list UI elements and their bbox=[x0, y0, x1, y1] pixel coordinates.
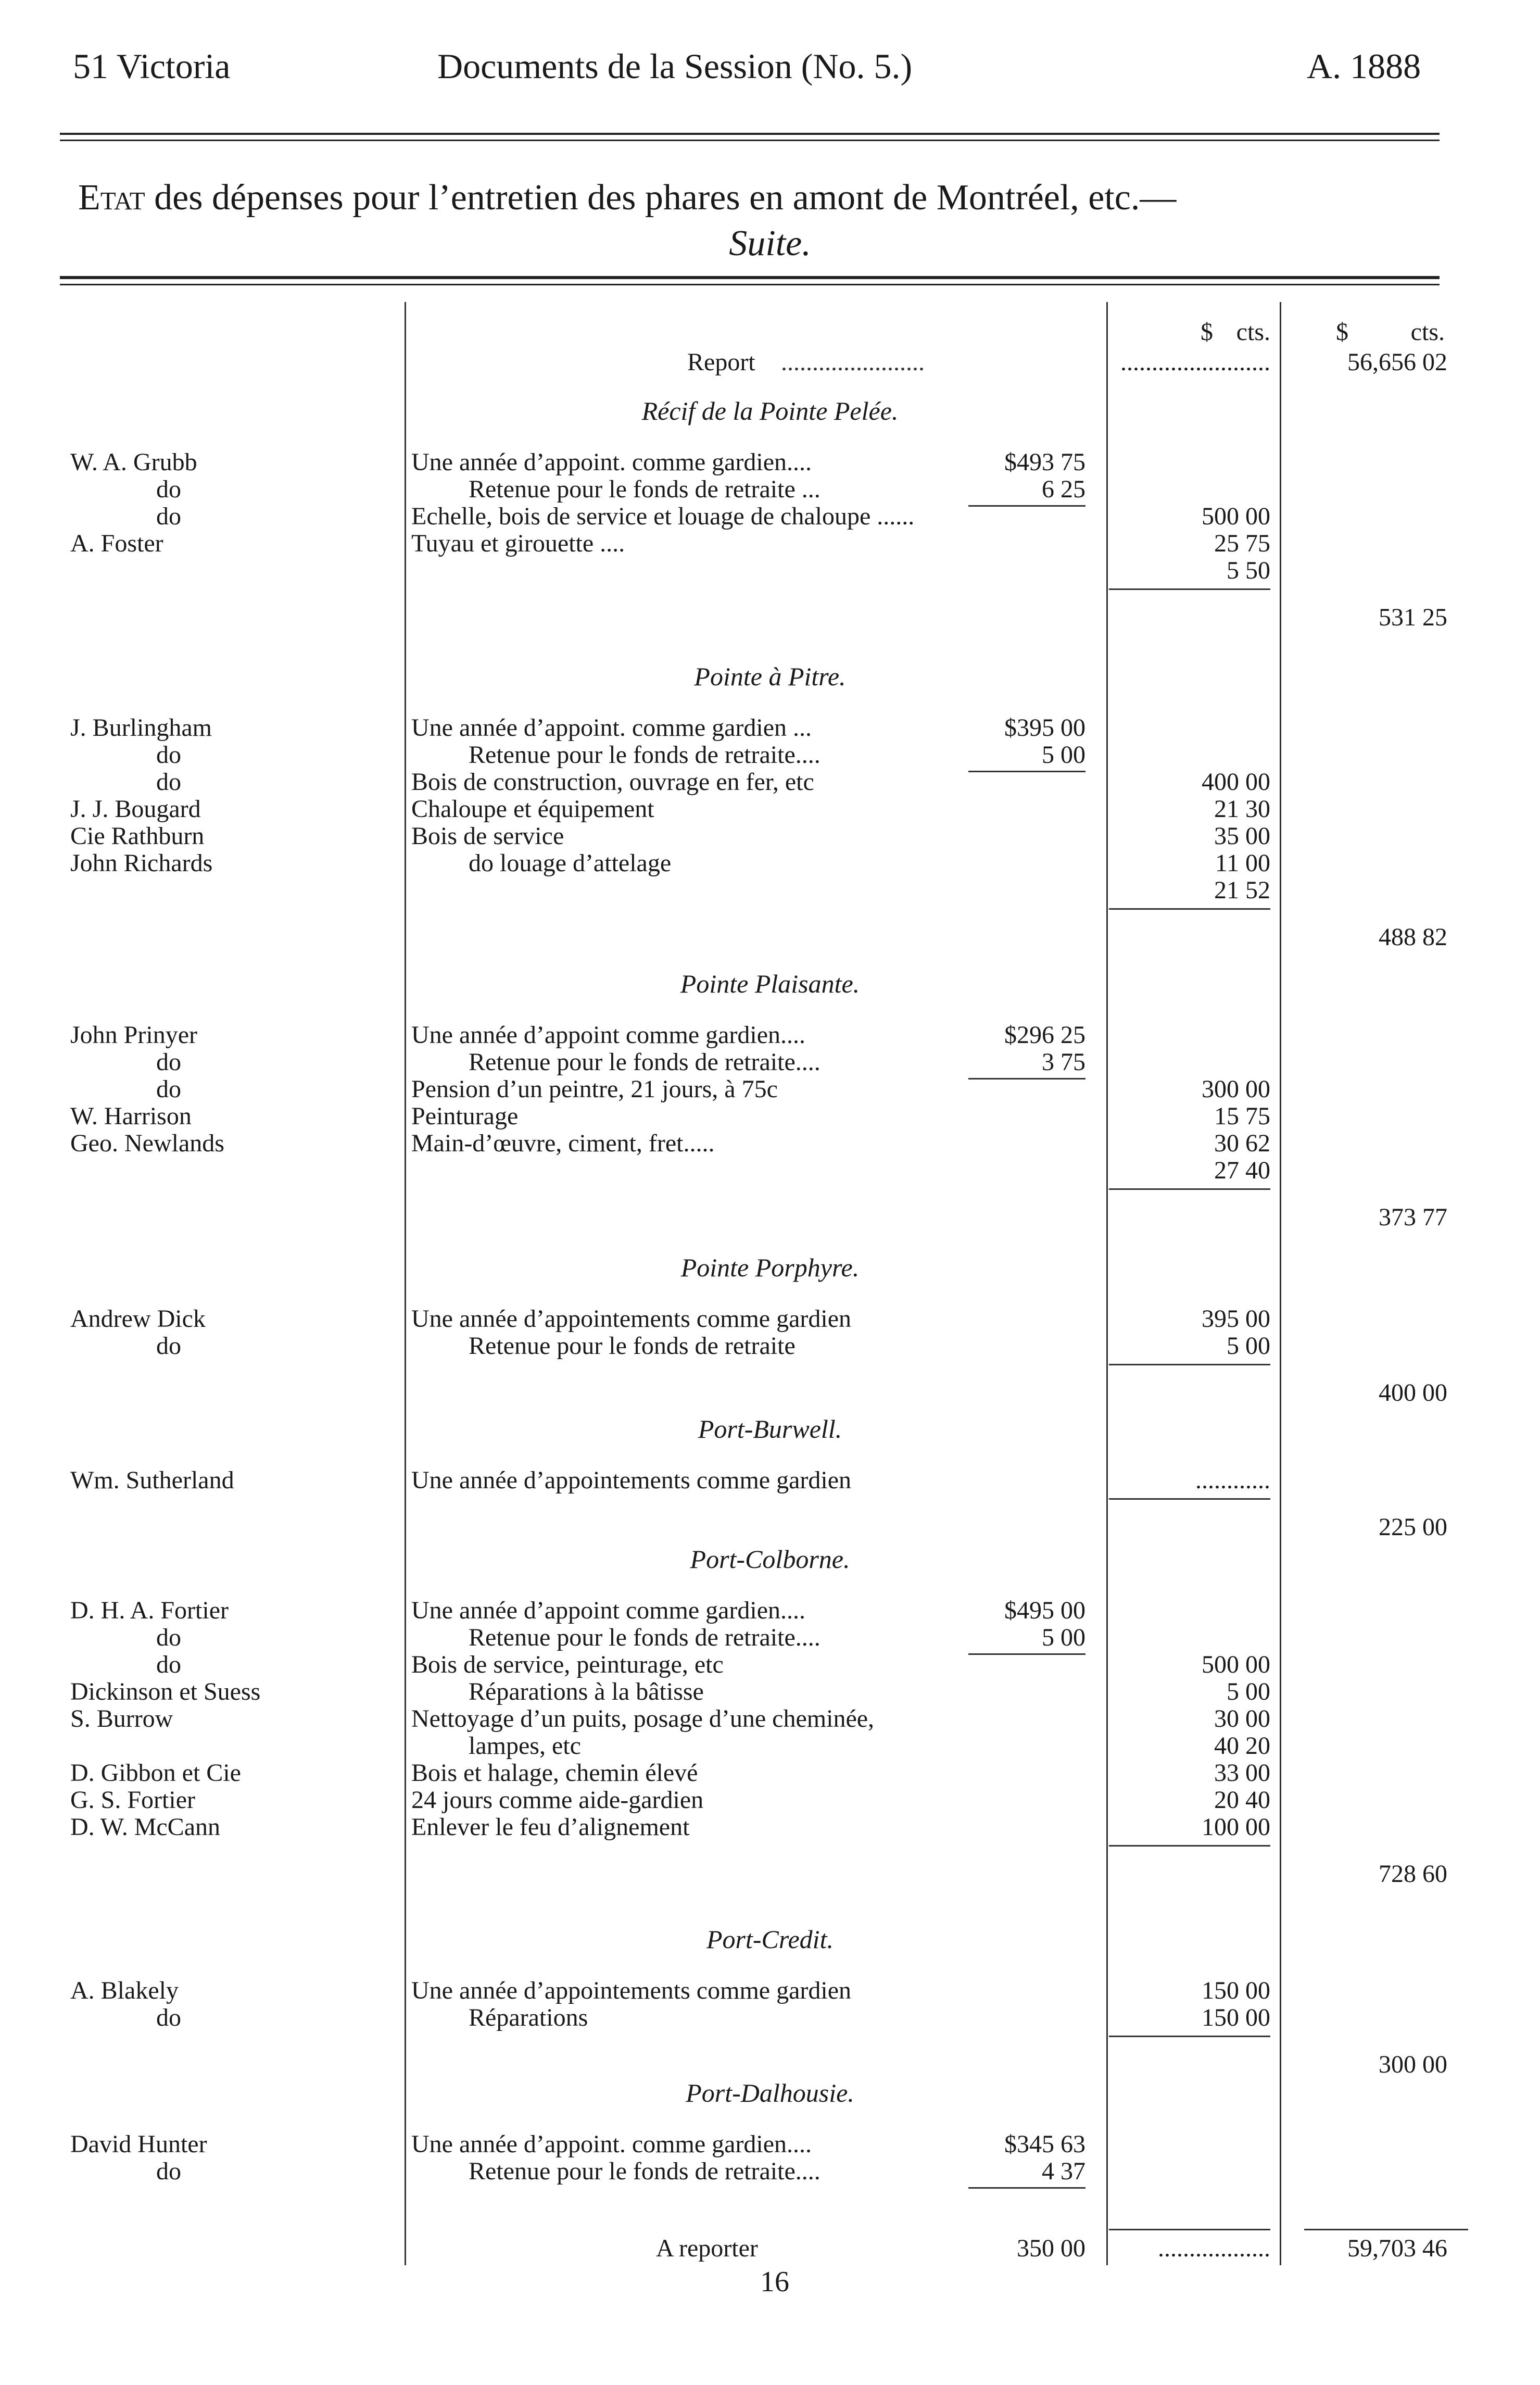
column-rule bbox=[1106, 302, 1108, 2265]
row-name: G. S. Fortier bbox=[70, 1786, 195, 1814]
row-description: Bois et halage, chemin élevé bbox=[411, 1759, 698, 1787]
row-name: Dickinson et Suess bbox=[70, 1678, 261, 1705]
row-amount: $495 00 bbox=[1004, 1597, 1085, 1624]
row-description: Retenue pour le fonds de retraite.... bbox=[469, 741, 821, 769]
row-name: do bbox=[156, 768, 181, 796]
row-col3-amount: 150 00 bbox=[1202, 2004, 1270, 2031]
section-title: Port-Dalhousie. bbox=[686, 2078, 854, 2107]
row-col3-amount: 15 75 bbox=[1214, 1102, 1270, 1130]
section-total: 728 60 bbox=[1379, 1860, 1447, 1888]
row-col3-amount: 400 00 bbox=[1202, 768, 1270, 796]
row-col3-amount: 100 00 bbox=[1202, 1813, 1270, 1841]
title-lead: Etat bbox=[78, 178, 145, 218]
row-description: Une année d’appoint. comme gardien.... bbox=[411, 448, 812, 476]
row-amount: 4 37 bbox=[1042, 2157, 1085, 2185]
row-col3-amount: 5 00 bbox=[1227, 1332, 1270, 1360]
footer-rule-total bbox=[1304, 2229, 1468, 2230]
row-col3-amount: 30 62 bbox=[1214, 1129, 1270, 1157]
row-description: Main-d’œuvre, ciment, fret..... bbox=[411, 1129, 715, 1157]
row-description: Retenue pour le fonds de retraite.... bbox=[469, 2157, 821, 2185]
title-rule-bottom bbox=[60, 284, 1440, 285]
row-description: Une année d’appointements comme gardien bbox=[411, 1977, 852, 2004]
row-description: Bois de service bbox=[411, 822, 564, 850]
row-description: Réparations à la bâtisse bbox=[469, 1678, 704, 1705]
row-description: Retenue pour le fonds de retraite.... bbox=[469, 1048, 821, 1076]
header-rule-bottom bbox=[60, 140, 1440, 141]
row-name: John Prinyer bbox=[70, 1021, 197, 1049]
row-name: do bbox=[156, 1651, 181, 1678]
row-name: A. Blakely bbox=[70, 1977, 179, 2004]
row-amount: $296 25 bbox=[1004, 1021, 1085, 1049]
row-amount: 5 00 bbox=[1042, 1624, 1085, 1651]
page-number: 16 bbox=[760, 2266, 789, 2298]
row-name: do bbox=[156, 2004, 181, 2031]
row-description: Une année d’appoint comme gardien.... bbox=[411, 1597, 806, 1624]
column-rule bbox=[1280, 302, 1281, 2265]
row-col3-amount: ............ bbox=[1195, 1466, 1270, 1494]
row-name: do bbox=[156, 503, 181, 530]
row-name: do bbox=[156, 1624, 181, 1651]
row-col3-amount: 500 00 bbox=[1202, 503, 1270, 530]
row-col3-amount: 27 40 bbox=[1214, 1157, 1270, 1184]
section-total: 531 25 bbox=[1379, 604, 1447, 631]
subtotal-rule bbox=[968, 505, 1085, 507]
row-name: do bbox=[156, 741, 181, 769]
section-title: Port-Colborne. bbox=[690, 1545, 850, 1574]
row-description: Une année d’appoint. comme gardien.... bbox=[411, 2130, 812, 2158]
section-total: 400 00 bbox=[1379, 1379, 1447, 1407]
row-description: Enlever le feu d’alignement bbox=[411, 1813, 690, 1841]
row-col3-amount: 20 40 bbox=[1214, 1786, 1270, 1814]
row-name: Andrew Dick bbox=[70, 1305, 206, 1333]
col3-cts-header: cts. bbox=[1236, 318, 1270, 346]
col4-cts-header: cts. bbox=[1410, 318, 1445, 346]
row-col3-amount: 5 50 bbox=[1227, 557, 1270, 584]
row-col3-amount: 33 00 bbox=[1214, 1759, 1270, 1787]
row-name: S. Burrow bbox=[70, 1705, 173, 1733]
row-col3-amount: 300 00 bbox=[1202, 1075, 1270, 1103]
row-amount: 3 75 bbox=[1042, 1048, 1085, 1076]
row-amount: $395 00 bbox=[1004, 714, 1085, 742]
section-total: 373 77 bbox=[1379, 1203, 1447, 1231]
row-col3-amount: 40 20 bbox=[1214, 1732, 1270, 1760]
report-total: 56,656 02 bbox=[1347, 348, 1447, 376]
row-description: 24 jours comme aide-gardien bbox=[411, 1786, 704, 1814]
column-rule bbox=[405, 302, 406, 2265]
section-total: 300 00 bbox=[1379, 2051, 1447, 2078]
row-name: do bbox=[156, 475, 181, 503]
subtotal-rule bbox=[968, 771, 1085, 772]
col3-sum-rule bbox=[1109, 1498, 1270, 1500]
row-description: Retenue pour le fonds de retraite.... bbox=[469, 1624, 821, 1651]
row-col3-amount: 25 75 bbox=[1214, 530, 1270, 557]
col3-sum-rule bbox=[1109, 1364, 1270, 1365]
row-amount: $493 75 bbox=[1004, 448, 1085, 476]
col3-sum-rule bbox=[1109, 588, 1270, 590]
row-description: Echelle, bois de service et louage de chaloupe ...... bbox=[411, 503, 915, 530]
row-description: Peinturage bbox=[411, 1102, 519, 1130]
row-col3-amount: 30 00 bbox=[1214, 1705, 1270, 1733]
row-col3-amount: 500 00 bbox=[1202, 1651, 1270, 1678]
row-col3-amount: 11 00 bbox=[1215, 849, 1270, 877]
row-name: do bbox=[156, 1075, 181, 1103]
row-name: W. A. Grubb bbox=[70, 448, 197, 476]
row-description: Tuyau et girouette .... bbox=[411, 530, 625, 557]
row-name: W. Harrison bbox=[70, 1102, 192, 1130]
row-description: Une année d’appoint comme gardien.... bbox=[411, 1021, 806, 1049]
section-title: Pointe Porphyre. bbox=[680, 1253, 860, 1282]
row-name: D. H. A. Fortier bbox=[70, 1597, 229, 1624]
col3-dollar-header: $ bbox=[1201, 318, 1213, 346]
row-description: Chaloupe et équipement bbox=[411, 795, 654, 823]
row-name: J. J. Bougard bbox=[70, 795, 201, 823]
row-col3-amount: 5 00 bbox=[1227, 1678, 1270, 1705]
page-title bbox=[78, 177, 1176, 219]
row-col3-amount: 35 00 bbox=[1214, 822, 1270, 850]
row-description: Une année d’appointements comme gardien bbox=[411, 1305, 852, 1333]
carry-forward-total: 59,703 46 bbox=[1347, 2235, 1447, 2262]
row-amount: $345 63 bbox=[1004, 2130, 1085, 2158]
carry-forward-amount: 350 00 bbox=[1017, 2235, 1085, 2262]
carry-forward-col3: .................. bbox=[1158, 2235, 1270, 2262]
row-col3-amount: 395 00 bbox=[1202, 1305, 1270, 1333]
row-name: do bbox=[156, 2157, 181, 2185]
row-description: Retenue pour le fonds de retraite bbox=[469, 1332, 796, 1360]
header-center: Documents de la Session (No. 5.) bbox=[437, 46, 913, 86]
header-rule-top bbox=[60, 133, 1440, 135]
report-label: Report bbox=[687, 348, 755, 376]
col4-dollar-header: $ bbox=[1336, 318, 1348, 346]
row-name: A. Foster bbox=[70, 530, 163, 557]
section-title: Port-Credit. bbox=[706, 1925, 834, 1954]
subtotal-rule bbox=[968, 1653, 1085, 1655]
col3-sum-rule bbox=[1109, 1188, 1270, 1190]
row-description: Bois de construction, ouvrage en fer, etc bbox=[411, 768, 814, 796]
row-description: Bois de service, peinturage, etc bbox=[411, 1651, 724, 1678]
row-col3-amount: 21 30 bbox=[1214, 795, 1270, 823]
col3-sum-rule bbox=[1109, 1845, 1270, 1847]
row-col3-amount: 150 00 bbox=[1202, 1977, 1270, 2004]
title-rest: des dépenses pour l’entretien des phares en amont de Montréel, etc.— bbox=[145, 178, 1177, 218]
row-name: J. Burlingham bbox=[70, 714, 212, 742]
row-name: do bbox=[156, 1332, 181, 1360]
subtotal-rule bbox=[968, 1078, 1085, 1079]
header-left: 51 Victoria bbox=[73, 46, 231, 86]
col3-sum-rule bbox=[1109, 908, 1270, 910]
title-rule-top bbox=[60, 276, 1440, 279]
row-name: D. Gibbon et Cie bbox=[70, 1759, 241, 1787]
row-name: Wm. Sutherland bbox=[70, 1466, 234, 1494]
subtotal-rule bbox=[968, 2187, 1085, 2189]
section-title: Récif de la Pointe Pelée. bbox=[641, 396, 899, 425]
row-name: Geo. Newlands bbox=[70, 1129, 224, 1157]
row-description: Pension d’un peintre, 21 jours, à 75c bbox=[411, 1075, 778, 1103]
row-amount: 5 00 bbox=[1042, 741, 1085, 769]
section-total: 488 82 bbox=[1379, 923, 1447, 951]
row-description: Une année d’appointements comme gardien bbox=[411, 1466, 852, 1494]
row-description: Réparations bbox=[469, 2004, 588, 2031]
row-description: Une année d’appoint. comme gardien ... bbox=[411, 714, 812, 742]
row-description: do louage d’attelage bbox=[469, 849, 672, 877]
row-description: Nettoyage d’un puits, posage d’une cheminée, bbox=[411, 1705, 875, 1733]
section-title: Port-Burwell. bbox=[698, 1414, 842, 1443]
row-description: lampes, etc bbox=[469, 1732, 581, 1760]
footer-rule-col3 bbox=[1109, 2229, 1270, 2230]
row-col3-amount: 21 52 bbox=[1214, 876, 1270, 904]
carry-forward-label: A reporter bbox=[656, 2235, 758, 2262]
col3-sum-rule bbox=[1109, 2036, 1270, 2037]
section-total: 225 00 bbox=[1379, 1513, 1447, 1541]
row-name: David Hunter bbox=[70, 2130, 207, 2158]
header-right: A. 1888 bbox=[1307, 46, 1421, 86]
section-title: Pointe Plaisante. bbox=[680, 969, 860, 998]
row-name: D. W. McCann bbox=[70, 1813, 220, 1841]
row-amount: 6 25 bbox=[1042, 475, 1085, 503]
section-title: Pointe à Pitre. bbox=[694, 662, 846, 691]
page-subtitle: Suite. bbox=[729, 223, 811, 263]
row-name: John Richards bbox=[70, 849, 213, 877]
row-description: Retenue pour le fonds de retraite ... bbox=[469, 475, 821, 503]
row-name: do bbox=[156, 1048, 181, 1076]
row-name: Cie Rathburn bbox=[70, 822, 205, 850]
report-col3: ........................ bbox=[1120, 348, 1270, 376]
report-leader: ....................... bbox=[781, 348, 925, 376]
